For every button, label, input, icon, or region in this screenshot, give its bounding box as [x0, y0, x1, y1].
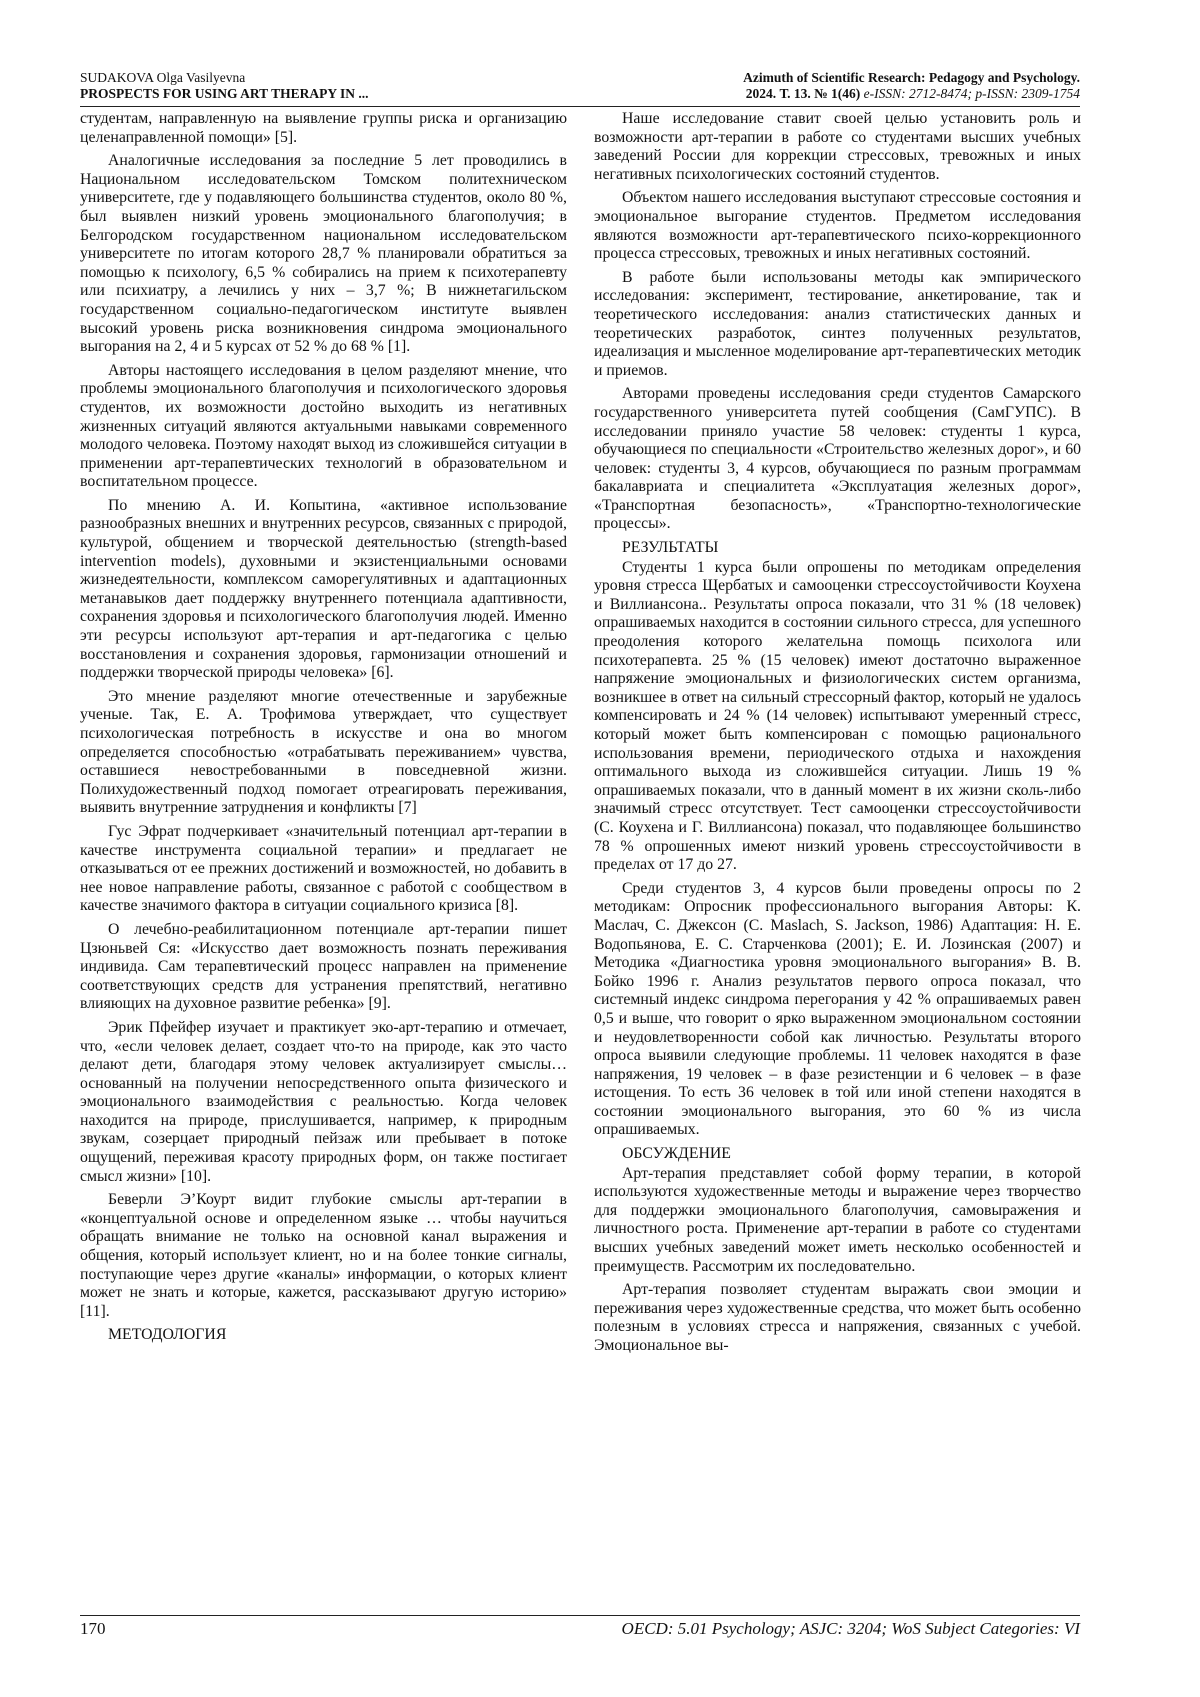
footer-classification: OECD: 5.01 Psychology; ASJC: 3204; WoS Subject Categories: VI	[621, 1619, 1080, 1638]
paragraph: Это мнение разделяют многие отечественные и зарубежные ученые. Так, Е. А. Трофимова утверждает, что существует психологическая потребность в искусстве и она во многом определяется способностью «отрабатывать переживанием» чувства, оставшиеся невостребованными в повседневной жизни. Полихудожественный подход помогает отреагировать переживания, выявить внутренние затруднения и конфликты [7]	[80, 687, 567, 817]
running-header	[80, 70, 1080, 106]
page-footer	[80, 1619, 1080, 1641]
header-issn: e-ISSN: 2712-8474; p-ISSN: 2309-1754	[860, 86, 1080, 101]
paragraph: В работе были использованы методы как эмпирического исследования: эксперимент, тестирование, анкетирование, так и теоретического исследования: анализ статистических данных и теоретических разработок, синтез полученных результатов, идеализация и мысленное моделирование арт-терапевтических методик и приемов.	[594, 268, 1081, 379]
paragraph: Арт-терапия позволяет студентам выражать свои эмоции и переживания через художественные средства, что может быть особенно полезным в условиях стресса и напряжения, связанных с учебой. Эмоциональное вы-	[594, 1281, 1081, 1354]
header-issue	[743, 86, 1080, 102]
paragraph: Студенты 1 курса были опрошены по методикам определения уровня стресса Щербатых и самооценки стрессоустойчивости Коухена и Виллиансона.. Результаты опроса показали, что 31 % (18 человек) опрашиваемых находится в состоянии сильного стресса, для успешного преодоления которого желательна помощь психолога или психотерапевта. 25 % (15 человек) имеют достаточно выраженное напряжение эмоциональных и физиологических систем организма, возникшее в ответ на сильный стрессорный фактор, который не удалось компенсировать и 24 % (14 человек) испытывают умеренный стресс, который может быть компенсирован с помощью рационального использования времени, периодического отдыха и нахождения оптимального выхода из сложившейся ситуации. Лишь 19 % опрашиваемых показали, что в данный момент в их жизни сколь-либо значимый стресс отсутствует. Тест самооценки стрессоустойчивости (С. Коухена и Г. Виллиансона) показал, что подавляющее большинство 78 % опрошенных имеют низкий уровень стрессоустойчивости в пределах от 17 до 27.	[594, 558, 1081, 874]
paragraph: Беверли Э’Коурт видит глубокие смыслы арт-терапии в «концептуальной основе и определенном языке … чтобы научиться обращать внимание не только на основной канал выражения и общения, который использует клиент, но и на более тонкие сигналы, поступающие через другие «каналы» информации, о которых клиент может не знать и которые, кажется, рассказывают другую историю» [11].	[80, 1191, 567, 1320]
header-left	[80, 70, 368, 102]
footer-divider	[80, 1615, 1080, 1616]
header-author: SUDAKOVA Olga Vasilyevna	[80, 70, 246, 85]
header-right	[743, 70, 1080, 102]
paragraph: Арт-терапия представляет собой форму терапии, в которой используются художественные методы и выражение через творчество для поддержки эмоционального благополучия, самовыражения и личностного роста. Применение арт-терапии в работе со студентами высших учебных заведений может иметь несколько особенностей и преимуществ. Рассмотрим их последовательно.	[594, 1164, 1081, 1275]
paragraph: Среди студентов 3, 4 курсов были проведены опросы по 2 методикам: Опросник профессионального выгорания Авторы: К. Маслач, С. Джексон (C. Maslach, S. Jackson, 1986) Адаптация: Н. Е. Водопьянова, Е. С. Старченкова (2001); Е. И. Лозинская (2007) и Методика «Диагностика уровня эмоционального выгорания» В. В. Бойко 1996 г. Анализ результатов первого опроса показал, что системный индекс синдрома перегорания у 42 % опрашиваемых равен 0,5 и выше, что говорит о ярко выраженном эмоциональном состоянии и неудовлетворенности собой как личностью. Результаты второго опроса выявили следующие проблемы. 11 человек находятся в фазе напряжения, 19 человек – в фазе резистенции и 6 человек – в фазе истощения. То есть 36 человек в той или иной степени находятся в состоянии эмоционального выгорания, это 60 % из числа опрашиваемых.	[594, 879, 1081, 1139]
paragraph: Объектом нашего исследования выступают стрессовые состояния и эмоциональное выгорание студентов. Предметом исследования являются возможности арт-терапевтического психо-коррекционного процесса стрессовых, тревожных и иных негативных состояний.	[594, 189, 1081, 263]
paragraph: Аналогичные исследования за последние 5 лет проводились в Национальном исследовательском Томском политехническом университете, где у подавляющего большинства студентов, около 80 %, был выявлен низкий уровень эмоционального благополучия; в Белгородском государственном национальном исследовательском университете по итогам которого 28,7 % планировали обратиться за помощью к психологу, 6,5 % собирались на прием к психотерапевту или психиатру, а лечились у них – 3,7 %; В нижнетагильском государственном социально-педагогическом институте выявлен высокий уровень риска возникновения синдрома эмоционального выгорания на 2, 4 и 5 курсах от 52 % до 68 % [1].	[80, 152, 567, 356]
section-heading: РЕЗУЛЬТАТЫ	[622, 539, 719, 557]
paragraph: Наше исследование ставит своей целью установить роль и возможности арт-терапии в работе со студентами высших учебных заведений России для коррекции стрессовых, тревожных и иных негативных психологических состояний студентов.	[594, 110, 1081, 183]
paragraph: О лечебно-реабилитационном потенциале арт-терапии пишет Цзюньвей Ся: «Искусство дает возможность познать переживания индивида. Сам терапевтический процесс направлен на применение соответствующих средств для устранения препятствий, негативно влияющих на духовное развитие ребенка» [9].	[80, 920, 567, 1013]
paragraph: Авторы настоящего исследования в целом разделяют мнение, что проблемы эмоционального благополучия и психологического здоровья студентов, их возможности достойно выходить из негативных жизненных ситуаций являются актуальными навыками современного молодого человека. Поэтому находят выход из сложившейся ситуации в применении арт-терапевтических технологий в образовательном и воспитательном процессе.	[80, 361, 567, 491]
right-column	[594, 110, 1081, 1610]
section-heading: МЕТОДОЛОГИЯ	[108, 1326, 227, 1344]
paragraph: Авторами проведены исследования среди студентов Самарского государственного университета путей сообщения (СамГУПС). В исследовании приняло участие 58 человек: студенты 1 курса, обучающиеся по специальности «Строительство железных дорог», и 60 человек: студенты 3, 4 курсов, обучающиеся по разным программам бакалавриата и специалитета «Эксплуатация железных дорог», «Транспортная безопасность», «Транспортно-технологические процессы».	[594, 385, 1081, 533]
header-journal: Azimuth of Scientific Research: Pedagogy and Psychology.	[743, 70, 1080, 85]
header-divider	[80, 106, 1080, 107]
paragraph: Гус Эфрат подчеркивает «значительный потенциал арт-терапии в качестве инструмента социальной терапии» и предлагает не отказываться от ее прежних достижений и возможностей, но добавить в нее новое направление работы, связанное с работой с сообществом в качестве значимого фактора в ситуации социального кризиса [8].	[80, 822, 567, 915]
section-heading: ОБСУЖДЕНИЕ	[622, 1145, 731, 1163]
header-issue-number: 2024. Т. 13. № 1(46)	[745, 86, 861, 101]
page-number: 170	[80, 1619, 106, 1638]
paragraph: Эрик Пфейфер изучает и практикует эко-арт-терапию и отмечает, что, «если человек делает, создает что-то на природе, как это часто делают дети, благодаря этому человек актуализирует смыслы… основанный на получении непосредственного опыта физического и эмоционального взаимодействия с реальностью. Когда человек находится на природе, прислушивается, например, к природным звукам, созерцает природный пейзаж или пребывает в потоке ощущений, переживая красоту природных форм, он также постигает смысл жизни» [10].	[80, 1018, 567, 1185]
paragraph: По мнению А. И. Копытина, «активное использование разнообразных внешних и внутренних ресурсов, связанных с природой, культурой, общением и творческой деятельностью (strength-based intervention models), духовными и экзистенциальными основами жизнедеятельности, комплексом саморегулятивных и адаптационных метанавыков дает поддержку внутреннего потенциала адаптивности, сохранения здоровья и психологического благополучия людей. Именно эти ресурсы используют арт-терапия и арт-педагогика с целью восстановления и сохранения здоровья, гармонизации отношений и поддержки творческой природы человека» [6].	[80, 496, 567, 682]
paragraph: студентам, направленную на выявление группы риска и организацию целенаправленной помощи» [5].	[80, 110, 567, 146]
left-column	[80, 110, 567, 1610]
header-article-title: PROSPECTS FOR USING ART THERAPY IN ...	[80, 86, 369, 101]
